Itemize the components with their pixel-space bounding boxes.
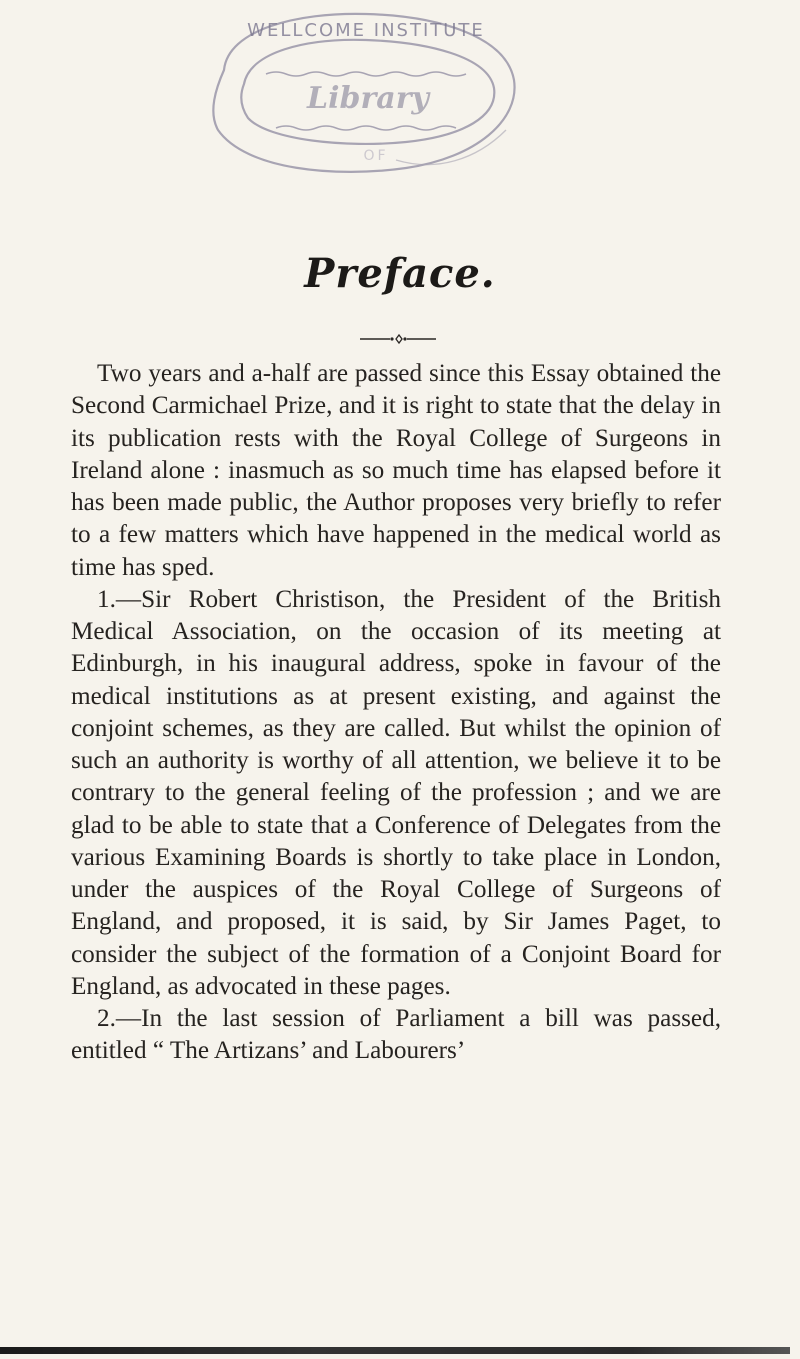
stamp-top-text: WELLCOME INSTITUTE	[247, 20, 485, 41]
ornament-divider	[360, 332, 436, 346]
stamp-bottom-text: OF	[363, 148, 389, 164]
heading-row	[0, 250, 800, 297]
body-text	[71, 358, 721, 1068]
stamp-center-text: Library	[307, 81, 429, 116]
library-stamp	[176, 0, 531, 200]
paragraph-intro: Two years and a-half are passed since this Essay obtained the Second Carmichael Prize, and it is right to state that the delay in its publication rests with the Royal College of Surgeons in Ireland alone : inasmuch as so much time has elapsed before it has been made public, the Author proposes very briefly to refer to a few matters which have happened in the medical world as time has sped.	[71, 360, 721, 581]
paragraph-point-1: 1.—Sir Robert Christison, the President of the British Medical Association, on the occasion of its meeting at Edinburgh, in his inaugural address, spoke in favour of the medical institutions as at present existing, and against the conjoint schemes, as they are called. But whilst the opinion of such an authority is worthy of all attention, we believe it to be contrary to the general feeling of the profession ; and we are glad to be able to state that a Conference of Delegates from the various Examining Boards is shortly to take place in London, under the auspices of the Royal College of Surgeons of England, and proposed, it is said, by Sir James Paget, to consider the subject of the formation of a Conjoint Board for England, as advocated in these pages.	[71, 585, 721, 1000]
paragraph-point-2: 2.—In the last session of Parliament a bill was passed, entitled “ The Artizans’ and Labourers’	[71, 1005, 721, 1065]
page-edge-rule	[0, 1347, 790, 1354]
page-title: Preface.	[304, 250, 496, 297]
